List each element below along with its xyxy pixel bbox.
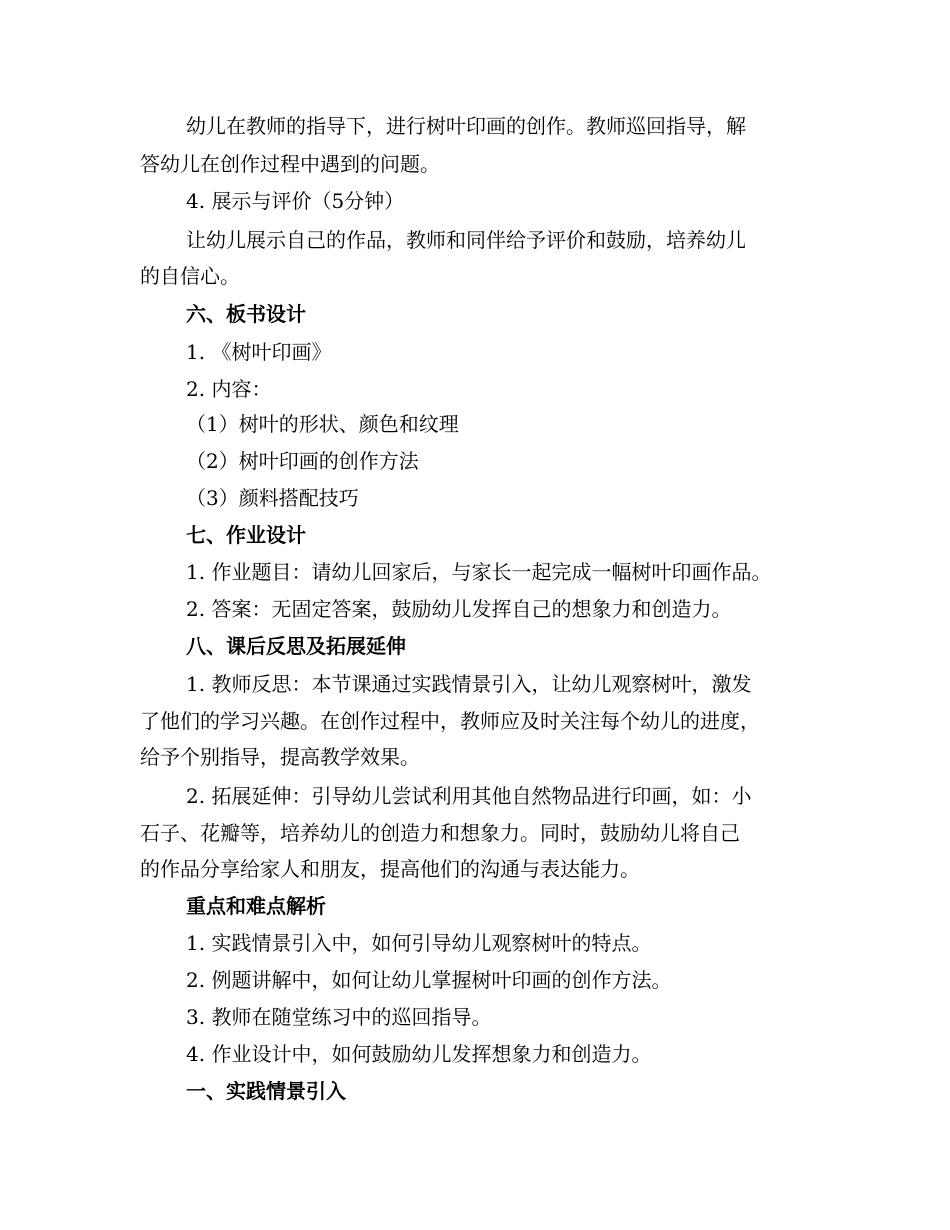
paragraph-line: 让幼儿展示自己的作品，教师和同伴给予评价和鼓励，培养幼儿 xyxy=(186,228,746,252)
paragraph-line: 的作品分享给家人和朋友，提高他们的沟通与表达能力。 xyxy=(140,857,640,881)
paragraph-line: 石子、花瓣等，培养幼儿的创造力和想象力。同时，鼓励幼儿将自己 xyxy=(140,821,740,845)
section-heading: 重点和难点解析 xyxy=(186,894,326,918)
list-item: 2. 内容： xyxy=(186,377,272,401)
list-item: （1）树叶的形状、颜色和纹理 xyxy=(186,412,459,436)
list-item: 2. 例题讲解中，如何让幼儿掌握树叶印画的创作方法。 xyxy=(186,968,672,992)
paragraph-line: 2. 拓展延伸：引导幼儿尝试利用其他自然物品进行印画，如：小 xyxy=(186,784,752,808)
list-item: 3. 教师在随堂练习中的巡回指导。 xyxy=(186,1005,492,1029)
paragraph-line: 的自信心。 xyxy=(140,264,240,288)
list-item: （2）树叶印画的创作方法 xyxy=(186,449,419,473)
section-heading: 六、板书设计 xyxy=(186,302,306,326)
list-item: （3）颜料搭配技巧 xyxy=(186,486,359,510)
list-item: 1. 作业题目：请幼儿回家后，与家长一起完成一幅树叶印画作品。 xyxy=(186,560,772,584)
list-item: 2. 答案：无固定答案，鼓励幼儿发挥自己的想象力和创造力。 xyxy=(186,597,732,621)
paragraph-line: 1. 教师反思：本节课通过实践情景引入，让幼儿观察树叶，激发 xyxy=(186,672,752,696)
list-item: 1. 实践情景引入中，如何引导幼儿观察树叶的特点。 xyxy=(186,931,652,955)
list-item: 4. 展示与评价（5分钟） xyxy=(186,189,405,213)
paragraph-line: 幼儿在教师的指导下，进行树叶印画的创作。教师巡回指导，解 xyxy=(186,114,746,138)
section-heading: 八、课后反思及拓展延伸 xyxy=(186,634,406,658)
paragraph-line: 了他们的学习兴趣。在创作过程中，教师应及时关注每个幼儿的进度， xyxy=(140,709,760,733)
section-heading: 七、作业设计 xyxy=(186,523,306,547)
section-heading: 一、实践情景引入 xyxy=(186,1079,346,1103)
list-item: 4. 作业设计中，如何鼓励幼儿发挥想象力和创造力。 xyxy=(186,1042,652,1066)
paragraph-line: 答幼儿在创作过程中遇到的问题。 xyxy=(140,152,440,176)
list-item: 1. 《树叶印画》 xyxy=(186,340,332,364)
paragraph-line: 给予个别指导，提高教学效果。 xyxy=(140,745,420,769)
